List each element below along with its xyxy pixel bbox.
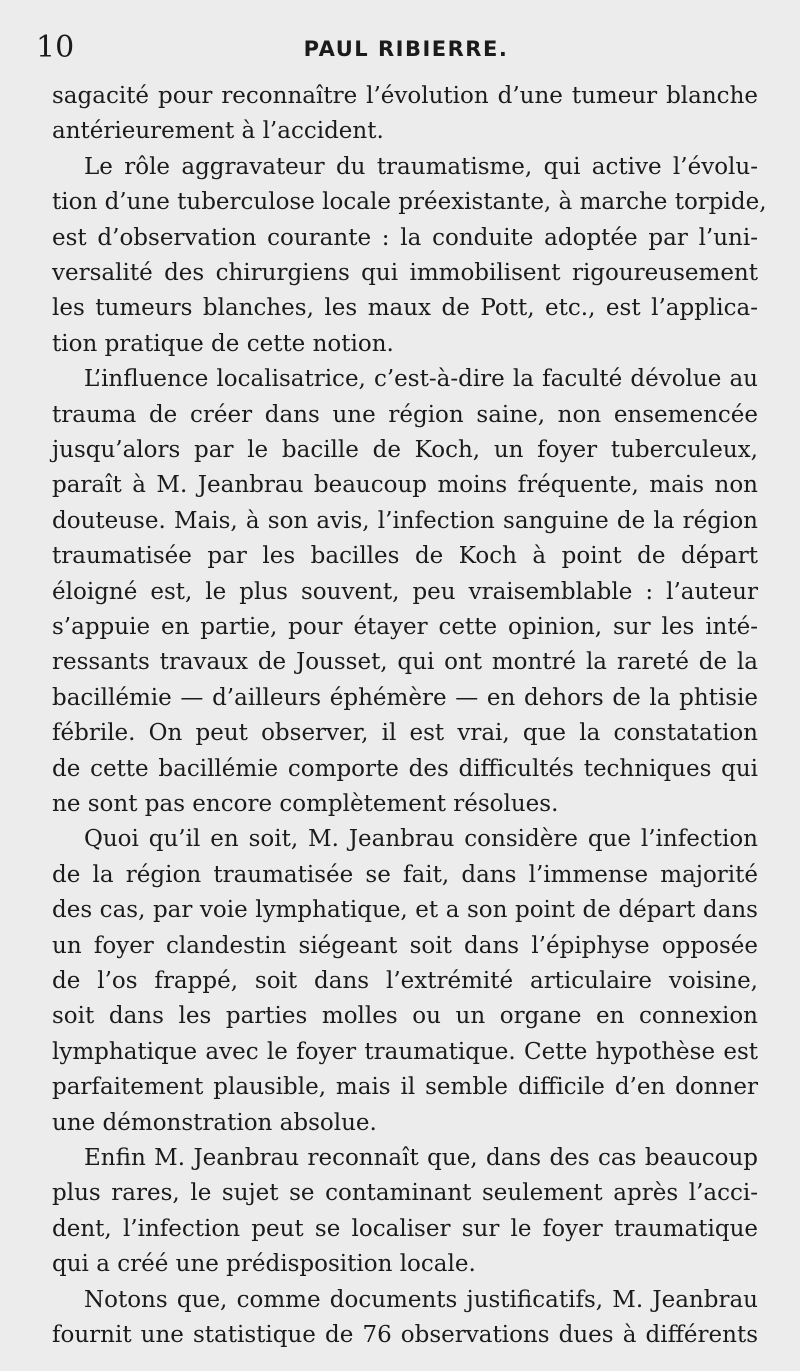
text-line: de cette bacillémie comporte des difficultés techniques qui [52,755,758,782]
text-line: trauma de créer dans une région saine, non ensemencée [52,401,758,428]
text-line: une démonstration absolue. [52,1109,377,1136]
text-line: Le rôle aggravateur du traumatisme, qui active l’évolu- [84,153,758,180]
text-line: Enfin M. Jeanbrau reconnaît que, dans des cas beaucoup [84,1145,758,1171]
text-line: jusqu’alors par le bacille de Koch, un foyer tuberculeux, [52,437,758,463]
text-line: fournit une statistique de 76 observations dues à différents [52,1322,758,1348]
text-line: qui a créé une prédisposition locale. [52,1251,476,1278]
text-line: soit dans les parties molles ou un organe en connexion [52,1003,758,1030]
text-line: Notons que, comme documents justificatifs, M. Jeanbrau [84,1286,758,1313]
text-line: traumatisée par les bacilles de Koch à point de départ [52,543,758,570]
text-line: paraît à M. Jeanbrau beaucoup moins fréquente, mais non [52,472,758,499]
text-line: s’appuie en partie, pour étayer cette opinion, sur les inté- [52,614,758,640]
text-line: dent, l’infection peut se localiser sur le foyer traumatique [52,1215,758,1242]
running-head: PAUL RIBIERRE. [303,37,509,61]
text-line: un foyer clandestin siégeant soit dans l’épiphyse opposée [52,932,758,959]
text-line: douteuse. Mais, à son avis, l’infection sanguine de la région [52,507,758,534]
text-line: est d’observation courante : la conduite adoptée par l’uni- [52,224,758,251]
text-line: les tumeurs blanches, les maux de Pott, etc., est l’applica- [52,295,758,322]
text-line: parfaitement plausible, mais il semble difficile d’en donner [52,1074,758,1101]
text-line: lymphatique avec le foyer traumatique. Cette hypothèse est [52,1038,758,1065]
text-line: ressants travaux de Jousset, qui ont montré la rareté de la [52,649,758,676]
text-line: des cas, par voie lymphatique, et a son point de départ dans [52,897,758,924]
text-line: L’influence localisatrice, c’est-à-dire la faculté dévolue au [84,366,758,393]
page-header [36,28,776,68]
text-line: Quoi qu’il en soit, M. Jeanbrau considère que l’infection [84,826,758,853]
text-line: ne sont pas encore complètement résolues. [52,791,559,817]
text-line: éloigné est, le plus souvent, peu vraisemblable : l’auteur [52,578,758,605]
text-line: antérieurement à l’accident. [52,118,384,145]
text-line: de l’os frappé, soit dans l’extrémité articulaire voisine, [52,968,758,994]
text-line: tion d’une tuberculose locale préexistante, à marche torpide, [52,189,767,216]
text-line: tion pratique de cette notion. [52,330,394,357]
text-line: sagacité pour reconnaître l’évolution d’une tumeur blanche [52,83,758,109]
text-line: bacillémie — d’ailleurs éphémère — en dehors de la phtisie [52,684,758,711]
text-line: versalité des chirurgiens qui immobilisent rigoureusement [52,260,758,286]
page-number: 10 [36,30,75,65]
text-line: plus rares, le sujet se contaminant seulement après l’acci- [52,1180,758,1207]
text-line: fébrile. On peut observer, il est vrai, que la constatation [52,720,758,747]
text-line: de la région traumatisée se fait, dans l’immense majorité [52,861,758,888]
